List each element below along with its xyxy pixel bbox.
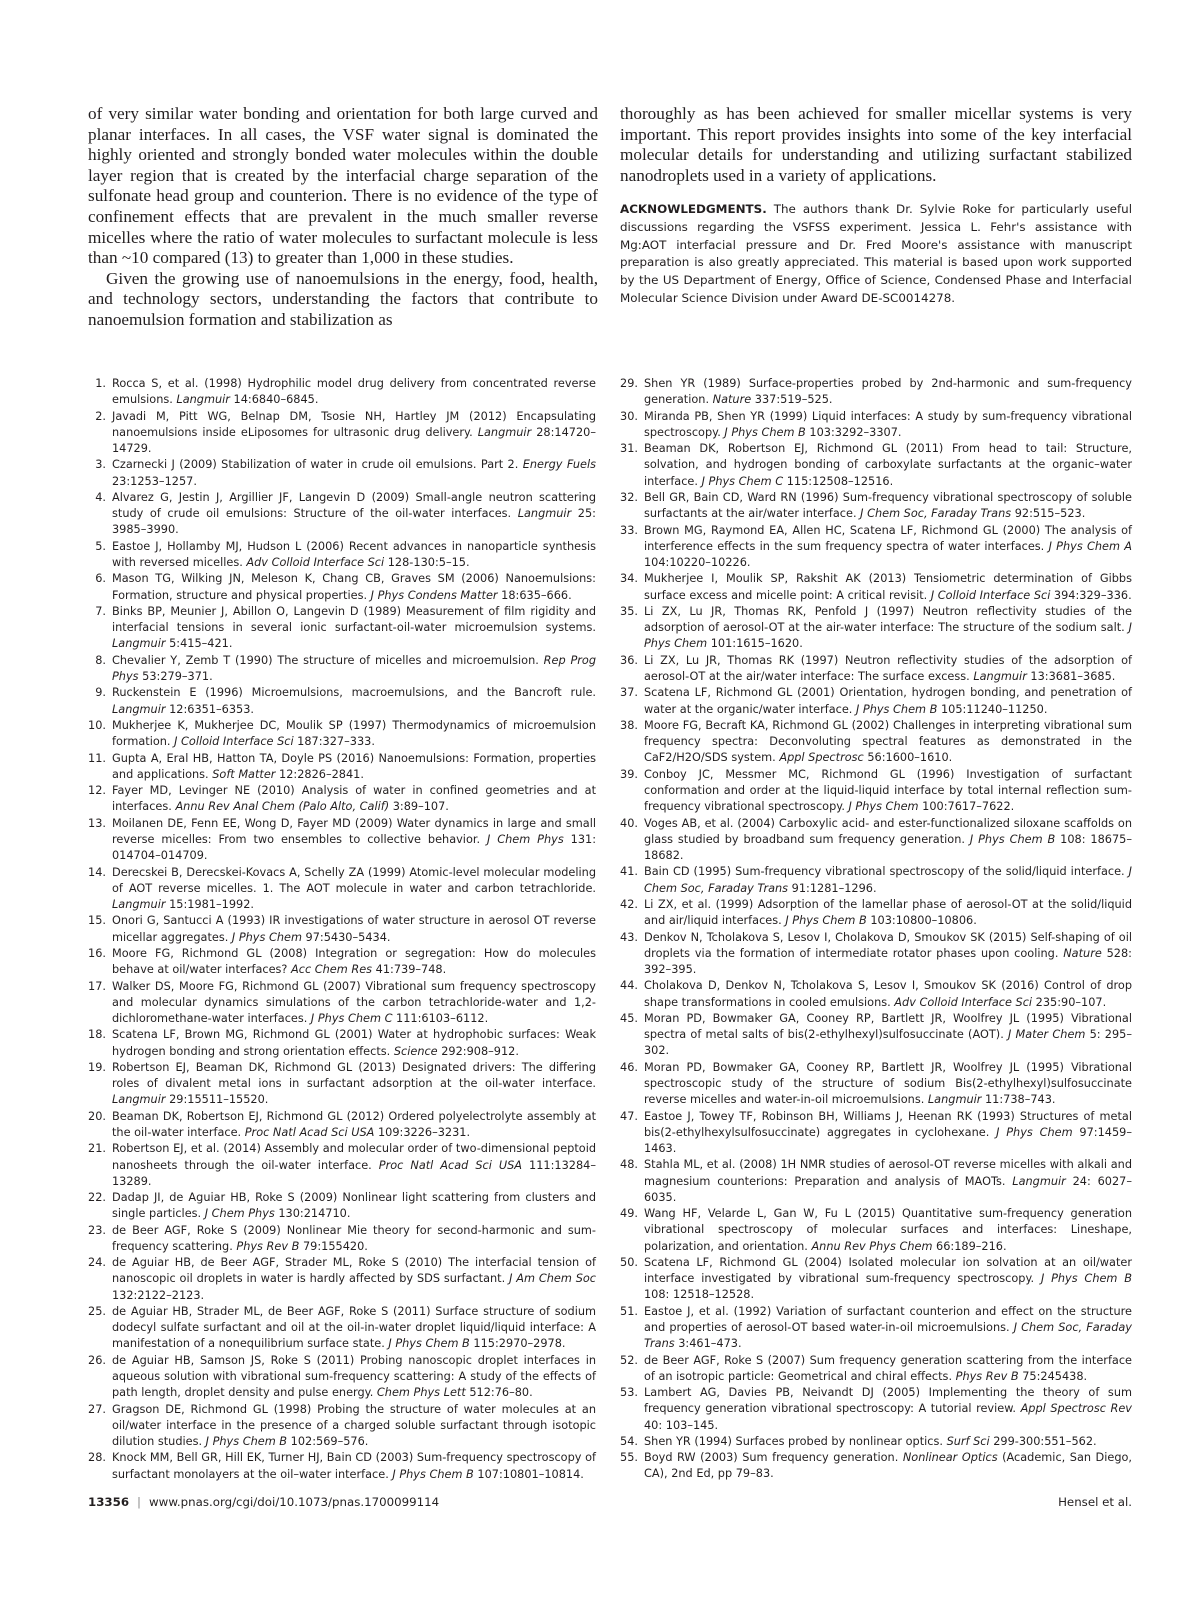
reference-item xyxy=(88,1190,596,1222)
reference-journal: J Phys Chem B xyxy=(785,914,867,928)
reference-item xyxy=(88,490,596,539)
reference-item xyxy=(88,409,596,458)
reference-number: 47. xyxy=(620,1109,638,1123)
reference-journal: Proc Natl Acad Sci USA xyxy=(244,1125,375,1139)
reference-number: 23. xyxy=(88,1223,106,1237)
reference-number: 45. xyxy=(620,1011,638,1025)
reference-citation: 3:461–473. xyxy=(674,1337,742,1351)
reference-text: Beaman DK, Robertson EJ, Richmond GL (2011) From head to tail: Structure, solvation, and hydrogen bonding of carboxylate surfactants at the organic–water interface. xyxy=(644,442,1132,488)
reference-citation: 101:1615–1620. xyxy=(707,637,803,651)
reference-citation: 12:2826–2841. xyxy=(275,767,364,781)
reference-item xyxy=(620,1385,1132,1434)
reference-item xyxy=(88,685,596,717)
reference-item xyxy=(88,1060,596,1109)
reference-text: Robertson EJ, Beaman DK, Richmond GL (2013) Designated drivers: The differing roles of divalent metal ions in surfactant adsorption at the oil-water interface. xyxy=(112,1060,596,1091)
reference-item xyxy=(88,653,596,685)
reference-text: Moilanen DE, Fenn EE, Wong D, Fayer MD (2009) Water dynamics in large and small reverse micelles: From two ensembles to collective behavior. xyxy=(112,816,596,846)
reference-number: 54. xyxy=(620,1434,638,1448)
reference-item xyxy=(88,783,596,815)
reference-citation: 528: 392–395. xyxy=(644,946,1132,976)
reference-journal: Annu Rev Anal Chem (Palo Alto, Calif) xyxy=(175,800,390,814)
reference-journal: Langmuir xyxy=(927,1093,982,1107)
reference-number: 19. xyxy=(88,1060,106,1074)
reference-item xyxy=(88,1255,596,1304)
footer-separator: | xyxy=(137,1495,142,1509)
reference-text: de Beer AGF, Roke S (2009) Nonlinear Mie theory for second-harmonic and sum-frequency scattering. xyxy=(112,1223,596,1253)
reference-citation: (Academic, San Diego, CA), 2nd Ed, pp 79–83. xyxy=(644,1451,1133,1481)
reference-item xyxy=(88,571,596,603)
reference-item xyxy=(88,865,596,914)
reference-journal: Langmuir xyxy=(1012,1174,1066,1188)
reference-number: 8. xyxy=(95,653,106,667)
acknowledgments-heading: ACKNOWLEDGMENTS. xyxy=(620,202,767,217)
reference-text: de Aguiar HB, Strader ML, de Beer AGF, Roke S (2011) Surface structure of sodium dodecyl sulfate surfactant and oil at the oil-in-water droplet liquid/liquid interface: A manifestation of a nonequilibrium surface state. xyxy=(112,1305,596,1351)
reference-number: 2. xyxy=(95,409,106,423)
reference-number: 40. xyxy=(620,816,638,830)
reference-citation: 14:6840–6845. xyxy=(229,393,319,407)
reference-item xyxy=(620,441,1132,490)
reference-citation: 394:329–336. xyxy=(1050,588,1132,602)
reference-text: Moran PD, Bowmaker GA, Cooney RP, Bartlett JR, Woolfrey JL (1995) Vibrational spectra of metal salts of bis(2-ethylhexyl)sulfosuccinate (AOT). xyxy=(644,1011,1132,1042)
body-paragraph: of very similar water bonding and orientation for both large curved and planar interfaces. In all cases, the VSF water signal is dominated the highly oriented and strongly bonded water molecules within the double layer region that is created by the interfacial charge separation of the sulfonate head group and counterion. There is no evidence of the type of confinement effects that are prevalent in the much smaller reverse micelles where the ratio of water molecules to surfactant molecule is less than ~10 compared (13) to greater than 1,000 in these studies. xyxy=(88,104,598,268)
reference-journal: J Phys Chem xyxy=(848,800,919,814)
reference-number: 53. xyxy=(620,1386,638,1400)
reference-journal: Nature xyxy=(1063,946,1102,960)
reference-journal: Nature xyxy=(712,393,752,407)
reference-item xyxy=(620,409,1132,441)
reference-item xyxy=(620,816,1132,865)
acknowledgments-text: The authors thank Dr. Sylvie Roke for particularly useful discussions regarding the VSFSS experiment. Jessica L. Fehr's assistance with Mg:AOT interfacial pressure and Dr. Fred Moore's assistance with manuscript preparation is also greatly appreciated. This material is based upon work supported by the US Department of Energy, Office of Science, Condensed Phase and Interfacial Molecular Science Division under Award DE-SC0014278. xyxy=(620,202,1132,305)
reference-item xyxy=(620,604,1132,653)
reference-number: 17. xyxy=(88,979,106,993)
reference-citation: 107:10801–10814. xyxy=(473,1467,584,1481)
reference-citation: 91:1281–1296. xyxy=(788,881,877,895)
reference-number: 38. xyxy=(620,718,638,732)
reference-number: 55. xyxy=(620,1451,638,1465)
reference-text: Binks BP, Meunier J, Abillon O, Langevin D (1989) Measurement of film rigidity and interfacial tensions in several ionic surfactant-oil-water microemulsion systems. xyxy=(112,604,596,635)
reference-journal: Proc Natl Acad Sci USA xyxy=(378,1158,523,1172)
reference-number: 11. xyxy=(88,751,106,765)
reference-number: 10. xyxy=(88,718,106,732)
reference-journal: Adv Colloid Interface Sci xyxy=(894,995,1033,1009)
reference-number: 22. xyxy=(88,1191,106,1205)
reference-item xyxy=(620,1206,1132,1255)
reference-item xyxy=(620,1450,1132,1482)
reference-citation: 111:6103–6112. xyxy=(392,1011,489,1025)
reference-number: 31. xyxy=(620,442,638,456)
reference-citation: 111:13284–13289. xyxy=(112,1158,596,1188)
reference-number: 14. xyxy=(88,865,106,879)
reference-journal: J Chem Soc, Faraday Trans xyxy=(860,507,1012,521)
reference-number: 37. xyxy=(620,686,638,700)
reference-citation: 108: 12518–12528. xyxy=(644,1288,755,1302)
reference-item xyxy=(88,979,596,1028)
reference-journal: Nonlinear Optics xyxy=(902,1451,998,1465)
reference-citation: 66:189–216. xyxy=(932,1239,1007,1253)
reference-citation: 109:3226–3231. xyxy=(374,1125,471,1139)
reference-journal: Langmuir xyxy=(477,425,532,439)
reference-text: Denkov N, Tcholakova S, Lesov I, Cholakova D, Smoukov SK (2015) Self-shaping of oil droplets via the formation of intermediate rotator phases upon cooling. xyxy=(644,930,1132,960)
reference-citation: 100:7617–7622. xyxy=(918,800,1015,814)
reference-journal: J Phys Chem xyxy=(996,1125,1073,1139)
reference-citation: 56:1600–1610. xyxy=(863,751,953,765)
reference-text: Eastoe J, Hollamby MJ, Hudson L (2006) Recent advances in nanoparticle synthesis with reversed micelles. xyxy=(112,539,596,569)
reference-journal: Adv Colloid Interface Sci xyxy=(246,555,385,569)
reference-text: Moore FG, Becraft KA, Richmond GL (2002) Challenges in interpreting vibrational sum frequency spectra: Deconvoluting spectral features as demonstrated in the CaF2/H2O/SDS system. xyxy=(644,718,1132,765)
reference-text: Mukherjee K, Mukherjee DC, Moulik SP (1997) Thermodynamics of microemulsion formation. xyxy=(112,718,596,749)
reference-item xyxy=(88,1109,596,1141)
reference-text: Stahla ML, et al. (2008) 1H NMR studies of aerosol-OT reverse micelles with alkali and magnesium counterions: Preparation and analysis of MAOTs. xyxy=(644,1158,1132,1188)
doi-link[interactable]: www.pnas.org/cgi/doi/10.1073/pnas.1700099114 xyxy=(149,1495,440,1509)
reference-journal: Phys Rev B xyxy=(236,1239,300,1253)
reference-citation: 187:327–333. xyxy=(293,735,375,749)
reference-text: de Beer AGF, Roke S (2007) Sum frequency generation scattering from the interface of an isotropic particle: Geometrical and chiral effects. xyxy=(644,1353,1132,1383)
reference-citation: 97:5430–5434. xyxy=(301,930,391,944)
reference-text: Beaman DK, Robertson EJ, Richmond GL (2012) Ordered polyelectrolyte assembly at the oil-water interface. xyxy=(112,1109,596,1139)
reference-citation: 105:11240–11250. xyxy=(937,702,1048,716)
reference-number: 42. xyxy=(620,897,638,911)
reference-number: 29. xyxy=(620,377,638,390)
reference-text: Alvarez G, Jestin J, Argillier JF, Langevin D (2009) Small-angle neutron scattering study of crude oil emulsions: Structure of the oil-water interfaces. xyxy=(112,490,596,521)
reference-citation: 11:738–743. xyxy=(981,1093,1056,1107)
reference-number: 39. xyxy=(620,767,638,781)
reference-citation: 131: 014704–014709. xyxy=(112,832,597,863)
reference-citation: 92:515–523. xyxy=(1011,507,1086,521)
reference-journal: J Phys Chem xyxy=(644,621,1132,651)
reference-journal: J Chem Soc, Faraday Trans xyxy=(644,865,1132,895)
reference-journal: Appl Spectrosc Rev xyxy=(1020,1402,1132,1416)
reference-citation: 79:155420. xyxy=(299,1239,368,1253)
reference-item xyxy=(88,1141,596,1190)
reference-item xyxy=(620,1157,1132,1206)
reference-item xyxy=(620,1353,1132,1385)
reference-journal: Langmuir xyxy=(112,897,166,911)
reference-number: 3. xyxy=(95,458,106,472)
reference-text: Knock MM, Bell GR, Hill EK, Turner HJ, Bain CD (2003) Sum-frequency spectroscopy of surfactant monolayers at the oil–water interface. xyxy=(112,1451,596,1481)
reference-number: 4. xyxy=(95,490,106,504)
reference-citation: 40: 103–145. xyxy=(644,1418,719,1432)
reference-journal: Rep Prog Phys xyxy=(112,653,596,683)
reference-text: Miranda PB, Shen YR (1999) Liquid interfaces: A study by sum-frequency vibrational spectroscopy. xyxy=(644,409,1132,439)
reference-item xyxy=(620,523,1132,572)
reference-item xyxy=(88,751,596,783)
reference-journal: Phys Rev B xyxy=(955,1369,1019,1383)
references-column-right xyxy=(620,376,1132,1483)
reference-journal: J Phys Chem B xyxy=(392,1467,474,1481)
reference-text: de Aguiar HB, Samson JS, Roke S (2011) Probing nanoscopic droplet interfaces in aqueous solution with vibrational sum-frequency scattering: A study of the effects of path length, droplet density and pulse energy. xyxy=(112,1353,596,1400)
reference-number: 32. xyxy=(620,490,638,504)
reference-citation: 292:908–912. xyxy=(437,1044,519,1058)
reference-item xyxy=(620,653,1132,685)
reference-citation: 132:2122–2123. xyxy=(112,1288,205,1302)
reference-text: Scatena LF, Brown MG, Richmond GL (2001) Water at hydrophobic surfaces: Weak hydrogen bonding and strong orientation effects. xyxy=(112,1028,596,1058)
reference-text: Javadi M, Pitt WG, Belnap DM, Tsosie NH, Hartley JM (2012) Encapsulating nanoemulsions inside eLiposomes for ultrasonic drug delivery. xyxy=(112,409,596,439)
reference-item xyxy=(620,376,1132,408)
reference-text: Boyd RW (2003) Sum frequency generation. xyxy=(644,1451,903,1465)
reference-item xyxy=(88,457,596,489)
reference-citation: 41:739–748. xyxy=(372,963,447,977)
references-column-left xyxy=(88,376,596,1483)
reference-citation: 23:1253–1257. xyxy=(112,474,197,488)
footer-authors: Hensel et al. xyxy=(1058,1495,1132,1509)
reference-item xyxy=(88,913,596,945)
reference-journal: Annu Rev Phys Chem xyxy=(811,1239,933,1253)
reference-item xyxy=(620,1060,1132,1109)
reference-text: Czarnecki J (2009) Stabilization of water in crude oil emulsions. Part 2. xyxy=(112,458,523,472)
body-column-left xyxy=(88,104,598,331)
reference-number: 28. xyxy=(88,1451,106,1465)
reference-journal: J Phys Chem B xyxy=(969,832,1056,846)
reference-citation: 108: 18675–18682. xyxy=(644,832,1133,862)
reference-citation: 235:90–107. xyxy=(1032,995,1107,1009)
reference-number: 16. xyxy=(88,946,106,960)
reference-journal: J Mater Chem xyxy=(1007,1028,1086,1042)
reference-number: 1. xyxy=(95,377,106,390)
reference-journal: J Colloid Interface Sci xyxy=(930,588,1051,602)
reference-citation: 299-300:551–562. xyxy=(989,1434,1097,1448)
reference-item xyxy=(620,864,1132,896)
reference-number: 36. xyxy=(620,653,638,667)
reference-item xyxy=(88,1304,596,1353)
reference-journal: Energy Fuels xyxy=(522,458,596,472)
reference-journal: Science xyxy=(393,1044,438,1058)
reference-text: de Aguiar HB, de Beer AGF, Strader ML, Roke S (2010) The interfacial tension of nanoscopic oil droplets in water is hardly affected by SDS surfactant. xyxy=(112,1256,596,1286)
reference-citation: 5:415–421. xyxy=(165,637,233,651)
reference-number: 18. xyxy=(88,1028,106,1042)
reference-journal: Langmuir xyxy=(112,702,166,716)
reference-text: Conboy JC, Messmer MC, Richmond GL (1996) Investigation of surfactant conformation and order at the liquid-liquid interface by total internal reflection sum-frequency vibrational spectroscopy. xyxy=(644,767,1132,814)
reference-journal: J Colloid Interface Sci xyxy=(174,735,294,749)
reference-text: Shen YR (1994) Surfaces probed by nonlinear optics. xyxy=(644,1434,947,1448)
reference-journal: J Phys Chem B xyxy=(205,1435,288,1449)
reference-journal: J Phys Condens Matter xyxy=(370,588,498,602)
reference-number: 46. xyxy=(620,1060,638,1074)
reference-number: 9. xyxy=(95,686,106,700)
reference-citation: 75:245438. xyxy=(1018,1369,1088,1383)
reference-citation: 512:76–80. xyxy=(465,1386,533,1400)
reference-number: 30. xyxy=(620,409,638,423)
reference-journal: J Phys Chem C xyxy=(701,474,784,488)
reference-number: 44. xyxy=(620,979,638,993)
reference-journal: Langmuir xyxy=(176,393,230,407)
reference-journal: Langmuir xyxy=(973,669,1027,683)
reference-item xyxy=(620,1109,1132,1158)
reference-text: Derecskei B, Derecskei-Kovacs A, Schelly ZA (1999) Atomic-level molecular modeling of AOT reverse micelles. 1. The AOT molecule in water and carbon tetrachloride. xyxy=(112,865,596,895)
reference-journal: J Phys Chem xyxy=(231,930,302,944)
reference-text: Moran PD, Bowmaker GA, Cooney RP, Bartlett JR, Woolfrey JL (1995) Vibrational spectroscopic study of the structure of sodium Bis(2-ethylhexyl)sulfosuccinate reverse micelles and water-in-oil microemulsions. xyxy=(644,1060,1132,1107)
reference-text: Walker DS, Moore FG, Richmond GL (2007) Vibrational sum frequency spectroscopy and molecular dynamics simulations of the carbon tetrachloride-water and 1,2-dichloromethane-water interfaces. xyxy=(112,979,596,1025)
reference-number: 26. xyxy=(88,1353,106,1367)
reference-text: Robertson EJ, et al. (2014) Assembly and molecular order of two-dimensional peptoid nanosheets through the oil-water interface. xyxy=(112,1142,596,1172)
reference-item xyxy=(620,490,1132,522)
reference-citation: 103:3292–3307. xyxy=(805,425,902,439)
reference-item xyxy=(88,816,596,865)
reference-item xyxy=(620,718,1132,767)
reference-citation: 115:2970–2978. xyxy=(469,1337,566,1351)
reference-citation: 130:214710. xyxy=(274,1207,351,1221)
reference-text: Eastoe J, et al. (1992) Variation of surfactant counterion and effect on the structure and properties of aerosol-OT based water-in-oil microemulsions. xyxy=(644,1304,1132,1334)
body-paragraph: thoroughly as has been achieved for smaller micellar systems is very important. This report provides insights into some of the key interfacial molecular details for understanding and utilizing surfactant stabilized nanodroplets used in a variety of applications. xyxy=(620,104,1132,185)
acknowledgments xyxy=(620,201,1132,307)
reference-text: Li ZX, Lu JR, Thomas RK (1997) Neutron reflectivity studies of the adsorption of aerosol-OT at the air/water interface: The surface excess. xyxy=(644,653,1132,683)
reference-number: 27. xyxy=(88,1402,106,1416)
reference-number: 35. xyxy=(620,604,638,618)
reference-number: 12. xyxy=(88,784,106,798)
reference-journal: Acc Chem Res xyxy=(291,963,373,977)
reference-text: Moore FG, Richmond GL (2008) Integration or segregation: How do molecules behave at oil/water interfaces? xyxy=(112,946,596,977)
reference-item xyxy=(88,604,596,653)
reference-text: Scatena LF, Richmond GL (2004) Isolated molecular ion solvation at an oil/water interface investigated by vibrational sum-frequency spectroscopy. xyxy=(644,1255,1132,1286)
reference-number: 51. xyxy=(620,1304,638,1318)
reference-item xyxy=(88,376,596,408)
reference-citation: 128-130:5–15. xyxy=(384,555,470,569)
reference-text: Ruckenstein E (1996) Microemulsions, macroemulsions, and the Bancroft rule. xyxy=(112,686,596,700)
reference-citation: 104:10220–10226. xyxy=(644,555,751,569)
reference-journal: J Phys Chem A xyxy=(1048,539,1132,553)
reference-number: 34. xyxy=(620,572,638,586)
reference-item xyxy=(620,1011,1132,1060)
reference-text: Wang HF, Velarde L, Gan W, Fu L (2015) Quantitative sum-frequency generation vibrational spectroscopy of molecular surfaces and interfaces: Lineshape, polarization, and orientation. xyxy=(644,1207,1132,1253)
reference-item xyxy=(620,897,1132,929)
reference-journal: Langmuir xyxy=(112,637,166,651)
reference-item xyxy=(620,1255,1132,1304)
reference-text: Gragson DE, Richmond GL (1998) Probing the structure of water molecules at an oil/water interface in the presence of a charged soluble surfactant through isotopic dilution studies. xyxy=(112,1402,596,1449)
reference-item xyxy=(620,1434,1132,1450)
reference-text: Fayer MD, Levinger NE (2010) Analysis of water in confined geometries and at interfaces. xyxy=(112,784,596,814)
reference-journal: J Chem Phys xyxy=(204,1207,275,1221)
reference-citation: 3:89–107. xyxy=(389,800,449,814)
reference-journal: J Am Chem Soc xyxy=(509,1272,596,1286)
reference-text: Bain CD (1995) Sum-frequency vibrational spectroscopy of the solid/liquid interface. xyxy=(644,865,1129,879)
reference-citation: 29:15511–15520. xyxy=(165,1093,269,1107)
reference-journal: Appl Spectrosc xyxy=(779,751,864,765)
reference-text: Cholakova D, Denkov N, Tcholakova S, Lesov I, Smoukov SK (2016) Control of drop shape transformations in cooled emulsions. xyxy=(644,979,1132,1009)
reference-citation: 102:569–576. xyxy=(287,1435,369,1449)
reference-item xyxy=(620,571,1132,603)
reference-item xyxy=(620,767,1132,816)
page-number: 13356 xyxy=(88,1495,130,1509)
reference-text: Scatena LF, Richmond GL (2001) Orientation, hydrogen bonding, and penetration of water at the organic/water interface. xyxy=(644,686,1132,716)
body-paragraph: Given the growing use of nanoemulsions in the energy, food, health, and technology sectors, understanding the factors that contribute to nanoemulsion formation and stabilization as xyxy=(88,268,598,329)
reference-text: Rocca S, et al. (1998) Hydrophilic model drug delivery from concentrated reverse emulsions. xyxy=(112,377,596,407)
reference-journal: J Phys Chem B xyxy=(855,702,938,716)
body-column-right xyxy=(620,104,1132,308)
reference-number: 49. xyxy=(620,1207,638,1221)
reference-text: Li ZX, Lu JR, Thomas RK, Penfold J (1997) Neutron reflectivity studies of the adsorption of aerosol-OT at the air-water interface: The structure of the sodium salt. xyxy=(644,604,1132,635)
reference-number: 41. xyxy=(620,865,638,879)
reference-item xyxy=(88,946,596,978)
reference-text: Voges AB, et al. (2004) Carboxylic acid- and ester-functionalized siloxane scaffolds on glass studied by broadband sum frequency generation. xyxy=(644,816,1132,846)
reference-citation: 18:635–666. xyxy=(497,588,572,602)
reference-number: 43. xyxy=(620,930,638,944)
reference-number: 15. xyxy=(88,914,106,928)
reference-citation: 24: 6027–6035. xyxy=(644,1174,1133,1204)
reference-citation: 12:6351–6353. xyxy=(165,702,255,716)
reference-text: Bell GR, Bain CD, Ward RN (1996) Sum-frequency vibrational spectroscopy of soluble surfactants at the air/water interface. xyxy=(644,490,1132,521)
reference-journal: J Chem Phys xyxy=(486,832,564,846)
reference-item xyxy=(620,1304,1132,1353)
reference-journal: Langmuir xyxy=(517,507,572,521)
reference-item xyxy=(620,685,1132,717)
reference-item xyxy=(620,930,1132,979)
reference-number: 50. xyxy=(620,1255,638,1269)
reference-number: 20. xyxy=(88,1109,106,1123)
reference-journal: J Phys Chem B xyxy=(388,1337,470,1351)
reference-number: 5. xyxy=(95,539,106,553)
reference-journal: Soft Matter xyxy=(212,767,276,781)
reference-text: Eastoe J, Towey TF, Robinson BH, Williams J, Heenan RK (1993) Structures of metal bis(2-ethylhexylsulfosuccinate) aggregates in cyclohexane. xyxy=(644,1109,1132,1139)
reference-number: 7. xyxy=(95,604,106,618)
reference-text: Shen YR (1989) Surface-properties probed by 2nd-harmonic and sum-frequency generation. xyxy=(644,377,1132,407)
reference-text: Chevalier Y, Zemb T (1990) The structure of micelles and microemulsion. xyxy=(112,653,544,667)
reference-number: 52. xyxy=(620,1353,638,1367)
reference-text: Brown MG, Raymond EA, Allen HC, Scatena LF, Richmond GL (2000) The analysis of interference effects in the sum frequency spectra of water interfaces. xyxy=(644,523,1132,553)
reference-journal: J Phys Chem B xyxy=(724,425,806,439)
reference-citation: 103:10800–10806. xyxy=(866,914,977,928)
reference-citation: 337:519–525. xyxy=(751,393,833,407)
reference-text: Dadap JI, de Aguiar HB, Roke S (2009) Nonlinear light scattering from clusters and single particles. xyxy=(112,1191,596,1221)
reference-item xyxy=(88,718,596,750)
reference-citation: 53:279–371. xyxy=(138,669,213,683)
reference-number: 6. xyxy=(95,572,106,586)
reference-item xyxy=(620,978,1132,1010)
reference-item xyxy=(88,1223,596,1255)
reference-item xyxy=(88,1353,596,1402)
reference-text: Lambert AG, Davies PB, Neivandt DJ (2005) Implementing the theory of sum frequency generation vibrational spectroscopy: A tutorial review. xyxy=(644,1386,1132,1416)
reference-item xyxy=(88,1402,596,1451)
page-footer xyxy=(88,1495,1132,1513)
reference-journal: Chem Phys Lett xyxy=(376,1386,466,1400)
reference-citation: 115:12508–12516. xyxy=(783,474,894,488)
reference-number: 48. xyxy=(620,1158,638,1172)
reference-citation: 97:1459–1463. xyxy=(644,1125,1133,1155)
reference-text: Gupta A, Eral HB, Hatton TA, Doyle PS (2016) Nanoemulsions: Formation, properties and applications. xyxy=(112,751,596,781)
reference-item xyxy=(88,1450,596,1482)
reference-item xyxy=(88,539,596,571)
reference-number: 13. xyxy=(88,816,106,830)
reference-item xyxy=(88,1027,596,1059)
reference-text: Li ZX, et al. (1999) Adsorption of the lamellar phase of aerosol-OT at the solid/liquid and air/liquid interfaces. xyxy=(644,897,1132,928)
reference-citation: 5: 295–302. xyxy=(644,1028,1132,1058)
reference-number: 21. xyxy=(88,1142,106,1156)
reference-citation: 15:1981–1992. xyxy=(165,897,255,911)
reference-text: Mason TG, Wilking JN, Meleson K, Chang CB, Graves SM (2006) Nanoemulsions: Formation, structure and physical properties. xyxy=(112,572,596,602)
reference-text: Onori G, Santucci A (1993) IR investigations of water structure in aerosol OT reverse micellar aggregates. xyxy=(112,914,596,944)
reference-journal: Langmuir xyxy=(112,1093,166,1107)
reference-journal: J Phys Chem B xyxy=(1040,1272,1132,1286)
reference-citation: 28:14720–14729. xyxy=(112,425,597,455)
reference-citation: 13:3681–3685. xyxy=(1026,669,1116,683)
reference-citation: 25: 3985–3990. xyxy=(112,507,596,537)
reference-journal: J Phys Chem C xyxy=(310,1011,393,1025)
reference-number: 25. xyxy=(88,1305,106,1319)
reference-number: 24. xyxy=(88,1256,106,1270)
reference-number: 33. xyxy=(620,523,638,537)
reference-journal: J Chem Soc, Faraday Trans xyxy=(644,1320,1132,1351)
reference-journal: Surf Sci xyxy=(946,1434,990,1448)
reference-text: Mukherjee I, Moulik SP, Rakshit AK (2013) Tensiometric determination of Gibbs surface excess and micelle point: A critical revisit. xyxy=(644,572,1132,602)
